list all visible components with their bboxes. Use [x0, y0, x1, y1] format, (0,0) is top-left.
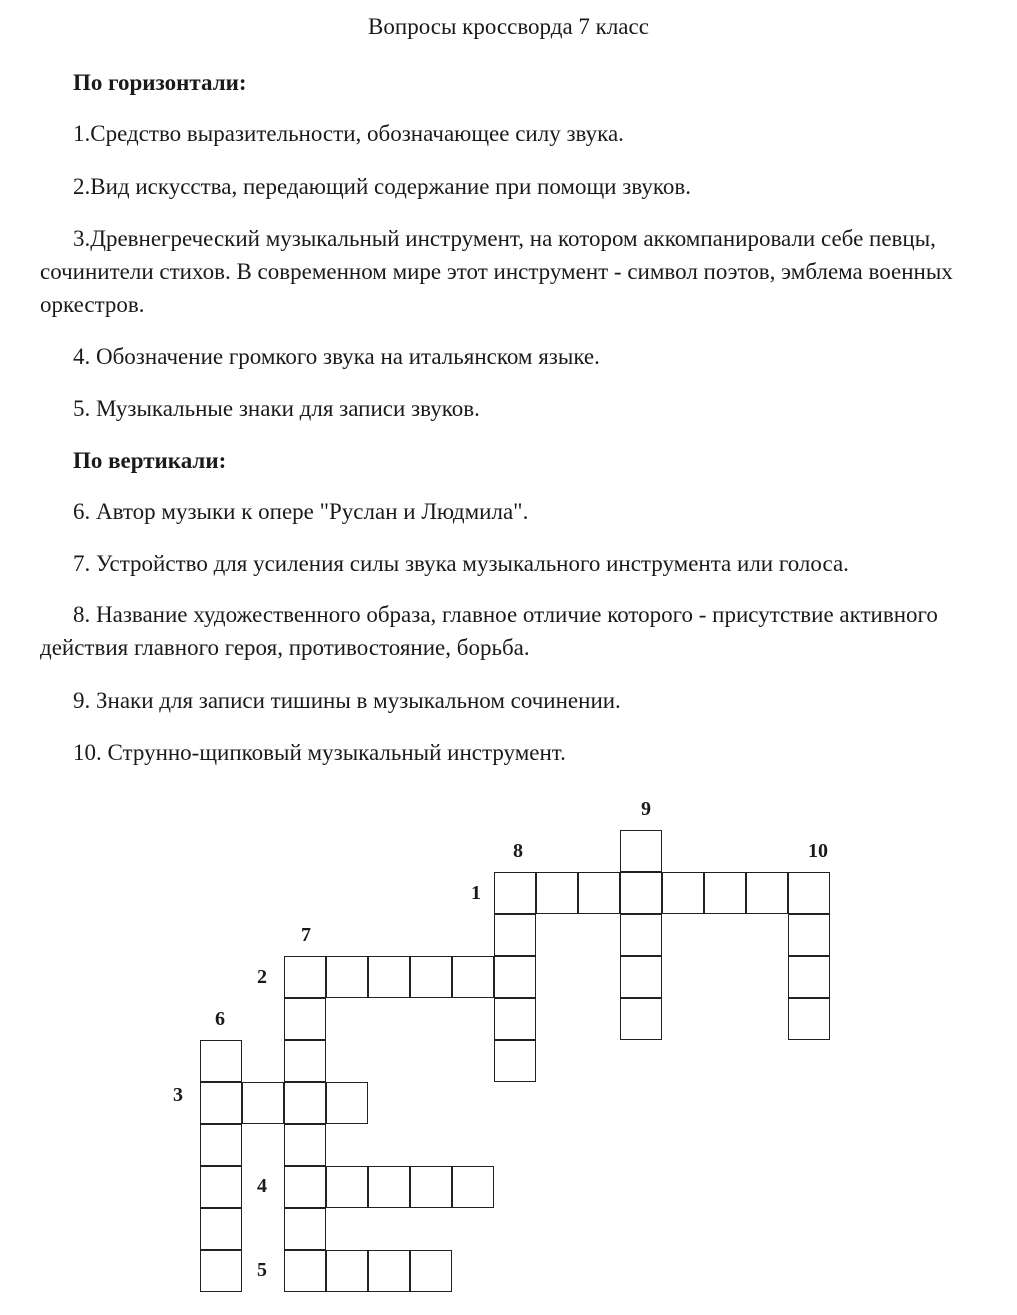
crossword-number-5: 5 — [257, 1259, 267, 1281]
crossword-cell — [284, 1208, 326, 1250]
crossword-number-4: 4 — [257, 1175, 267, 1197]
clue-6: 6. Автор музыки к опере "Руслан и Людмила". — [73, 499, 529, 524]
crossword-cell — [200, 1040, 242, 1082]
crossword-cell — [368, 1166, 410, 1208]
crossword-cell — [284, 1082, 326, 1124]
crossword-cell — [200, 1208, 242, 1250]
crossword-number-8: 8 — [513, 840, 523, 862]
crossword-cell — [284, 998, 326, 1040]
crossword-cell — [284, 1124, 326, 1166]
crossword-number-3: 3 — [173, 1084, 183, 1106]
crossword-cell — [284, 1040, 326, 1082]
clue-3: 3.Древнегреческий музыкальный инструмент, на котором аккомпанировали себе певцы, сочинители стихов. В современном мире этот инструмент - символ поэтов, эмблема военных оркестров. — [40, 226, 953, 317]
crossword-cell — [368, 956, 410, 998]
crossword-cell — [368, 1250, 410, 1292]
crossword-cell — [536, 872, 578, 914]
clue-2: 2.Вид искусства, передающий содержание при помощи звуков. — [73, 174, 692, 199]
crossword-number-9: 9 — [641, 798, 651, 820]
horizontal-heading: По горизонтали: — [73, 70, 247, 95]
crossword-cell — [494, 998, 536, 1040]
crossword-cell — [788, 914, 830, 956]
clue-9: 9. Знаки для записи тишины в музыкальном сочинении. — [73, 688, 621, 713]
crossword-cell — [452, 956, 494, 998]
crossword-cell — [788, 956, 830, 998]
crossword-cell — [746, 872, 788, 914]
crossword-cell — [200, 1250, 242, 1292]
page-title: Вопросы кроссворда 7 класс — [368, 14, 649, 39]
crossword-number-1: 1 — [471, 882, 481, 904]
crossword-cell — [620, 998, 662, 1040]
crossword-number-6: 6 — [215, 1008, 225, 1030]
crossword-cell — [326, 1250, 368, 1292]
crossword-cell — [326, 1082, 368, 1124]
crossword-cell — [410, 1250, 452, 1292]
crossword-cell — [704, 872, 746, 914]
crossword-cell — [494, 1040, 536, 1082]
crossword-cell — [662, 872, 704, 914]
crossword-cell — [284, 1166, 326, 1208]
vertical-heading: По вертикали: — [73, 448, 227, 473]
crossword-cell — [284, 956, 326, 998]
crossword-cell — [620, 914, 662, 956]
clue-10: 10. Струнно-щипковый музыкальный инструмент. — [73, 740, 566, 765]
clue-5: 5. Музыкальные знаки для записи звуков. — [73, 396, 480, 421]
crossword-cell — [620, 956, 662, 998]
crossword-number-7: 7 — [301, 924, 311, 946]
crossword-cell — [452, 1166, 494, 1208]
crossword-cell — [410, 1166, 452, 1208]
crossword-cell — [494, 914, 536, 956]
crossword-cell — [494, 872, 536, 914]
crossword-cell — [620, 830, 662, 872]
crossword-cell — [578, 872, 620, 914]
crossword-cell — [326, 956, 368, 998]
crossword-cell — [326, 1166, 368, 1208]
crossword-cell — [788, 998, 830, 1040]
crossword-cell — [200, 1124, 242, 1166]
clue-8: 8. Название художественного образа, главное отличие которого - присутствие активного действия главного героя, противостояние, борьба. — [40, 602, 938, 660]
crossword-number-2: 2 — [257, 966, 267, 988]
crossword-cell — [200, 1082, 242, 1124]
clue-1: 1.Средство выразительности, обозначающее силу звука. — [73, 121, 624, 146]
crossword-number-10: 10 — [808, 840, 828, 862]
crossword-cell — [620, 872, 662, 914]
crossword-cell — [788, 872, 830, 914]
clue-7: 7. Устройство для усиления силы звука музыкального инструмента или голоса. — [73, 551, 849, 576]
crossword-cell — [200, 1166, 242, 1208]
crossword-cell — [494, 956, 536, 998]
clue-4: 4. Обозначение громкого звука на итальянском языке. — [73, 344, 600, 369]
crossword-cell — [410, 956, 452, 998]
crossword-cell — [284, 1250, 326, 1292]
crossword-cell — [242, 1082, 284, 1124]
